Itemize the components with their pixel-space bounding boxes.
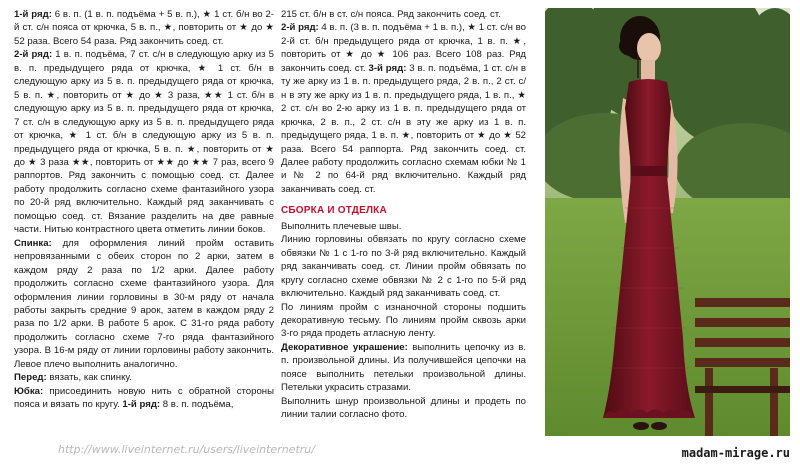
section-heading: СБОРКА И ОТДЕЛКА — [281, 205, 387, 217]
paragraph-decoration — [281, 341, 526, 395]
paragraph-assembly — [281, 220, 526, 233]
paragraph-text: вязать, как спинку. — [46, 372, 132, 384]
paragraph-text: 3 в. п. подъёма, 1 ст. с/н в ту же арку из 1 в. п. предыдущего ряда, 2 в. п., 2 ст. с/н в эту же арку из 1 в. п. предыдущего ряда, 1 в. п., ★ 2 ст. с/н во 2-ю арку из 1 в. п. предыдущего ряда от крючка, 2 в. п., 2 ст. с/н в эту же арку из 1 в. п. предыдущего ряда, 1 в. п. ★, повторить от ★ до ★ 52 раза. Всего 54 раппорта. Ряд закончить соед. ст. Далее работу продолжить согласно схемам юбки № 1 и № 2 по 64-й ряд включительно. Каждый ряд заканчивать соед. ст. — [281, 62, 526, 195]
paragraph-armholes — [281, 301, 526, 341]
section-label: Спинка: — [14, 237, 52, 249]
section-label: Перед: — [14, 372, 47, 384]
section-label: Юбка: — [14, 385, 44, 397]
paragraph-text: 6 в. п. (1 в. п. подъёма + 5 в. п.), ★ 1 ст. б/н во 2-й ст. с/н пояса от крючка, 5 в. п., ★, повторить от ★ до ★ 52 раза. Всего 54 раза. Ряд закончить соед. ст. — [14, 9, 274, 47]
dress-photo-illustration — [545, 8, 790, 436]
paragraph-text: 215 ст. б/н в ст. с/н пояса. Ряд закончить соед. ст. — [281, 9, 501, 20]
paragraph-text: присоединить новую нить с обратной стороны пояса и вязать по кругу. — [14, 385, 274, 411]
paragraph-neckline — [281, 233, 526, 300]
paragraph-back — [14, 237, 274, 372]
model-photo — [545, 8, 790, 436]
paragraph-text: выполнить цепочку из в. п. произвольной длины. Из получившейся цепочки на поясе выполнить петельки произвольной длины. Петельки украсить стразами. — [281, 341, 526, 394]
row-label: 1-й ряд: — [14, 9, 52, 20]
paragraph-text: 8 в. п. подъёма, — [160, 399, 234, 411]
paragraph-front — [14, 371, 274, 384]
row-label: 2-й ряд: — [281, 22, 319, 34]
paragraph-text: Выполнить шнур произвольной длины и продеть по линии талии согласно фото. — [281, 395, 526, 421]
paragraph-skirt-cont — [281, 8, 526, 21]
paragraph-skirt-rows — [281, 21, 526, 196]
paragraph-cord — [281, 395, 526, 422]
instructions-column-middle — [281, 8, 526, 422]
paragraph-text: для оформления линий пройм оставить непровязанными с обеих сторон по 2 арки, затем в каждом ряду 2 раза по 1/2 арки. Далее работу продолжить согласно схеме фантазийного узора. Для оформления линии горловины в 30-м ряду от начала работы закрыть средние 9 арок, затем в каждом ряду 2 раза по 1/2 арки. В работе 5 арок. С 31-го ряда работу продолжить согласно схеме 7-го ряда фантазийного узора. В 16-м ряду от линии горловины работу закончить. Левое плечо выполнить аналогично. — [14, 237, 274, 370]
section-label: Декоративное украшение: — [281, 341, 408, 353]
source-url[interactable]: http://www.liveinternet.ru/users/liveinternetru/ — [58, 443, 315, 456]
paragraph-row1 — [14, 8, 274, 48]
paragraph-text: По линиям пройм с изнаночной стороны подшить декоративную тесьму. По линиям пройм сквозь арки 3-го ряда продеть атласную ленту. — [281, 301, 526, 340]
site-watermark: madam-mirage.ru — [681, 446, 790, 460]
paragraph-text: 1 в. п. подъёма, 7 ст. с/н в следующую арку из 5 в. п. предыдущего ряда от крючка, ★ 1 ст. б/н в следующую арку из 5 в. п. предыдущего ряда от крючка, 5 в. п. ★, повторить от ★ до ★ 3 раза, ★★ 1 ст. б/н в следующую арку из 5 в. п. предыдущего ряда от крючка, 7 ст. с/н в следующую арку из 5 в. п. предыдущего ряда от крючка, ★ 1 ст. б/н в следующую арку из 5 в. п. предыдущего ряда от крючка, 5 в. п. ★, повторить от ★ до ★ 3 раза ★★, повторить от ★★ до ★★ 7 раз, всего 9 раппортов. Ряд закончить с помощью соед. ст. Далее работу продолжить согласно схеме фантазийного узора по 20-й ряд включительно. Каждый ряд заканчивать с помощью соед. ст. Вязание разделить на две равные части. Нитью контрастного цвета отметить линии боков. — [14, 49, 274, 236]
paragraph-text: Выполнить плечевые швы. — [281, 220, 402, 232]
paragraph-text: Линию горловины обвязать по кругу согласно схеме обвязки № 1 с 1-го по 3-й ряд включительно. Каждый ряд заканчивать соед. ст. Линии пройм обвязать по кругу согласно схеме обвязки № 2 с 1-го по 5-й ряд включительно. Каждый ряд заканчивать соед. ст. — [281, 234, 526, 300]
paragraph-text: 4 в. п. (3 в. п. подъёма + 1 в. п.), ★ 1 ст. с/н во 2-й ст. б/н предыдущего ряда от крючка, 1 в. п. ★, повторить от ★ до ★ 106 раз. Всего 108 раз. Ряд закончить соед. ст. — [281, 22, 526, 74]
paragraph-row2 — [14, 48, 274, 236]
row-label: 3-й ряд: — [368, 62, 407, 74]
row-label: 1-й ряд: — [122, 399, 161, 411]
row-label: 2-й ряд: — [14, 49, 53, 61]
paragraph-skirt — [14, 385, 274, 412]
instructions-column-left — [14, 8, 274, 412]
